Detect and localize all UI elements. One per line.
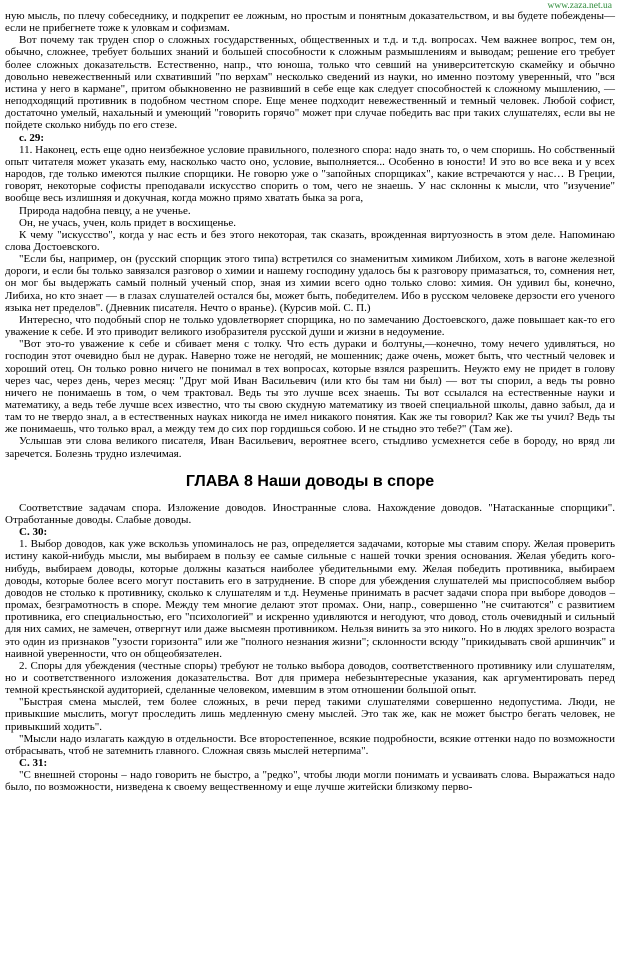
page-text <box>5 10 615 794</box>
page-marker: С. 30: <box>19 526 48 539</box>
quote-paragraph: "Быстрая смена мыслей, тем более сложных, в речи перед такими слушателями совершенно недопустима. Люди, не привыкшие мыслить, могут проследить лишь медленную смену мыслей. Это так же, как не может быстро бегать человек, не привыкший ходить". <box>5 696 615 733</box>
page-marker: С. 31: <box>19 757 48 770</box>
paragraph: 11. Наконец, есть еще одно неизбежное условие правильного, полезного спора: надо знать то, о чем споришь. Но собственный опыт читателя может указать ему, насколько часто оно, условие, выполняется... Особенно в юности! И это во все века и у всех народов, где только имеются пылкие спорщики. Не говорю уже о "запойных спорщиках", какие встречаются у нас… В Греции, говорят, некоторые софисты преподавали искусство спорить о том, чего не знаешь. У нас склонны к мысли, что "изучение" вообще весь излишняя и докучная, когда можно прямо хватать быка за рога, <box>5 143 615 205</box>
quote-paragraph: "С внешней стороны – надо говорить не быстро, а "редко", чтобы люди могли понимать и усваивать слова. Выражаться надо было, по возможности, низведена к своему вещественному и еще лучше житейски близкому перво- <box>5 769 615 794</box>
site-url[interactable]: www.zaza.net.ua <box>547 1 612 11</box>
paragraph: 1. Выбор доводов, как уже вскользь упоминалось не раз, определяется задачами, которые мы ставим спору. Желая проверить истину какой-нибудь мысли, мы выбираем в пользу ее самые сильные с нашей точки зрения основания. Желая убедить кого-нибудь, выбираем доводы, которые должны казаться наиболее убедительными ему. Желая победить противника, выбираем доводы, которые более всего могут поставить его в затруднение. В спорe для убеждения слушателей мы приспособляем выбор доводов не столько к противнику, сколько к слушателям и т.д. Неуменье принимать в расчет задачи спора при выборе доводов – промах, безграмотность в споре. Между тем многие делают этот промах. Они, напр., совершенно "не считаются" с развитием противника, его специальностью, его "психологией" и искренно удивляются и негодуют, что довод, столь очевидный и сильный для них самих, не замечен, отвергнут или даже высмеян противником. Нельзя винить за это никого. Но в людях зрелого возраста это один из признаков "узости горизонта" или же "полного незнания жизни"; склонности всюду "прикидывать свой аршинчик" и наивной уверенности, что он общеобязателен. <box>5 538 615 660</box>
verse-line: Природа надобна певцу, а не ученье. <box>19 204 191 217</box>
quote-paragraph: "Вот это-то уважение к себе и сбивает меня с толку. Что есть дураки и болтуны,—конечно, тому нечего удивляться, но господин этот очевидно был не дурак. Наверно тоже не негодяй, не мошенник; даже очень, может быть, что честный человек и хороший отец. Он только ровно ничего не понимал в тех вопросах, которые взялся разрешить. Неужто ему не придет в голову через час, через день, через месяц: "Друг мой Иван Васильевич (или кто бы там ни был) — вот ты спорил, а ведь ты ровно ничего не понимаешь в том, о чем трактовал. Ведь ты это лучше всех знаешь. Ты вот ссылался на естественные науки и математику, а ведь тебе лучше всех известно, что ты свою скудную математику из твоей специальной школы, давно забыл, да и там то не твердо знал, а в естественных науках никогда не имел никакого понятия. Как же ты говорил? Как же ты учил? Ведь ты же понимаешь, что только врал, а между тем до сих пор гордишься собою. И не стыдно это тебе?" (Там же). <box>5 338 615 436</box>
verse-line: Он, не учась, учен, коль придет в восхищенье. <box>19 216 237 229</box>
paragraph: ную мысль, по плечу собеседнику, и подкрепит ее ложным, но простым и понятным доказательством, и вы будете побеждены— если не прибегнете тоже к уловкам и софизмам. <box>5 10 615 35</box>
paragraph: Вот почему так труден спор о сложных государственных, общественных и т.д. и т.д. вопросах. Чем важнее вопрос, тем он, обычно, сложнее, требует больших знаний и большей способности к сложным размышлениям и выводам; решение его требует более сложных доказательств. Естественно, напр., что юноша, только что севший на университетскую скамейку и обычно довольно невежественный или схвативший "по верхам" несколько сведений из науки, но именно поэтому уверенный, что "вся истина у него в кармане", притом обыкновенно не развивший в себе еще как следует способностей к сложному мышлению, — неподходящий противник в подобном честном споре. Еще менее подходит невежественный и темный человек. Любой софист, достаточно умелый, нахальный и умеющий "говорить горячо" может при случае победить вас при таких слушателях, если вы не пойдете сколько нибудь по его стезе. <box>5 34 615 132</box>
quote-paragraph: "Если бы, например, он (русский спорщик этого типа) встретился со знаменитым химиком Либихом, хоть в вагоне железной дороги, и если бы только завязался разговор о химии и нашему господину удалось бы к разговору примазаться, то, сомнения нет, он мог бы выдержать самый полный ученый спор, зная из химии всего одно только слово: химия. Он удивил бы, конечно, Либиха, но кто знает — в глазах слушателей остался бы, может быть, победителем. Ибо в русском человеке дерзости его ученого языка нет пределов". (Дневник писателя. Нечто о вранье). (Курсив мой. С. П.) <box>5 253 615 314</box>
chapter-summary: Соответствие задачам спора. Изложение доводов. Иностранные слова. Нахождение доводов. "Натасканные спорщики". Отработанные доводы. Слабые доводы. <box>5 501 615 526</box>
paragraph: К чему "искусство", когда у нас есть и без этого некоторая, так сказать, врожденная виртуозность в этом деле. Напоминаю слова Достоевского. <box>5 228 615 253</box>
paragraph: 2. Споры для убеждения (честные споры) требуют не только выбора доводов, соответственного противнику или слушателям, но и соответственного изложения доказательства. Вот для примера небезынтересные указания, как аргументировать перед темной крестьянской аудиторией, сделанные человеком, имевшим в этом отношении большой опыт. <box>5 659 615 697</box>
chapter-title: ГЛАВА 8 Наши доводы в споре <box>185 472 435 490</box>
paragraph: Услышав эти слова великого писателя, Иван Васильевич, вероятнее всего, стыдливо усмехнется себе в бороду, но вряд ли заречется. Болезнь трудно излечимая. <box>5 435 615 460</box>
page-marker: с. 29: <box>19 131 45 144</box>
paragraph: Интересно, что подобный спор не только удовлетворяет спорщика, но по замечанию Достоевского, даже повышает как-то его уважение к себе. И это приводит великого изобразителя русской души и жизни в недоумение. <box>5 313 615 339</box>
quote-paragraph: "Мысли надо излагать каждую в отдельности. Все второстепенное, всякие подробности, всякие оттенки надо по возможности отбрасывать, чтоб не затемнить главного. Сложная связь мыслей нетерпима". <box>5 732 615 757</box>
